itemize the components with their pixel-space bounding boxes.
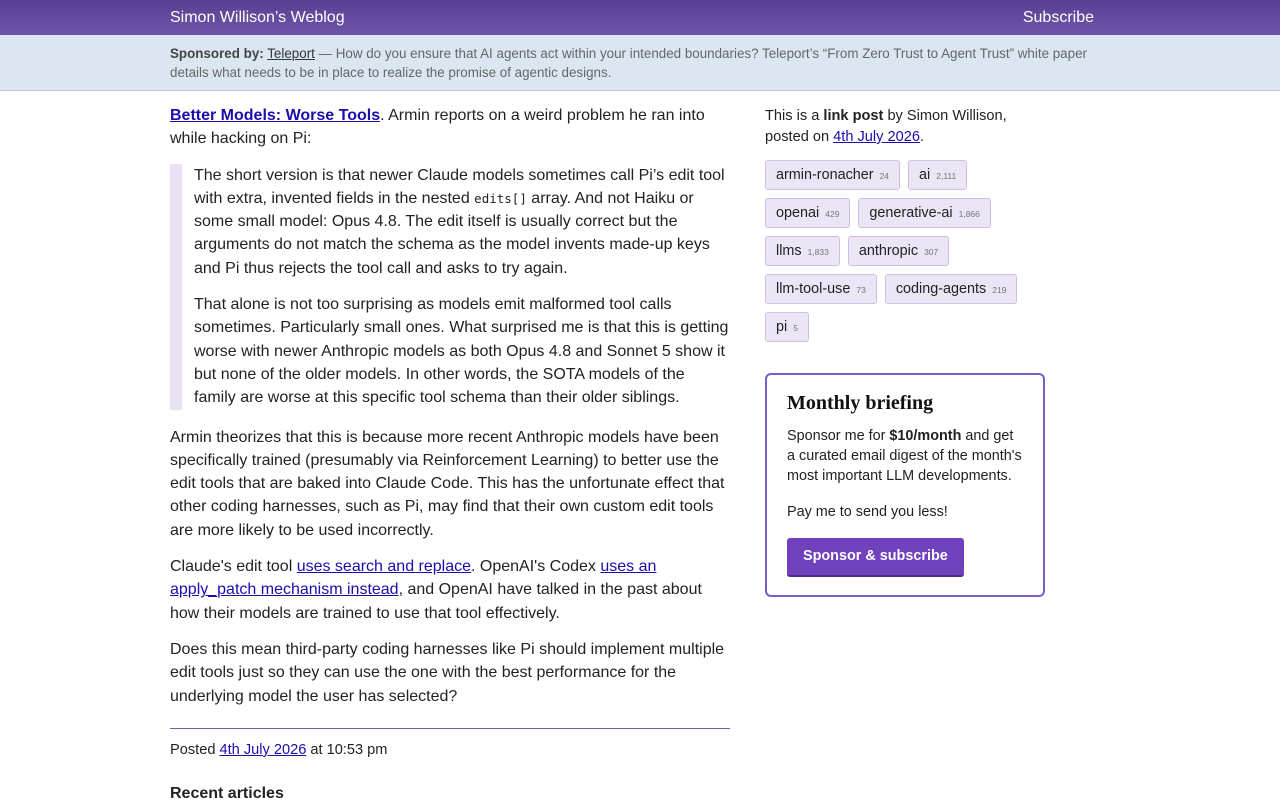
subscribe-link[interactable]: Subscribe [1022, 9, 1094, 26]
tag-label: generative-ai [869, 205, 953, 221]
meta-post-type: link post [823, 108, 884, 124]
body-text: . OpenAI's Codex [471, 558, 601, 576]
tag-count: 73 [856, 285, 866, 295]
briefing-price: $10/month [889, 428, 962, 444]
body-text: Claude's edit tool [170, 558, 297, 576]
tag-label: pi [776, 319, 788, 335]
tag-label: armin-ronacher [776, 167, 874, 183]
posted-line [170, 739, 730, 762]
tag-count: 1,866 [958, 209, 980, 219]
sponsor-description: — How do you ensure that AI agents act within your intended boundaries? Teleport’s “From Zero Trust to Agent Trust” white paper details what needs to be in place to realize the promise of agentic designs. [170, 46, 1087, 80]
tag-openai[interactable] [765, 198, 850, 228]
tag-label: coding-agents [895, 281, 987, 297]
tag-list [765, 160, 1035, 342]
quote-paragraph: That alone is not too surprising as models emit malformed tool calls sometimes. Particularly small ones. What surprised me is that this is getting worse with newer Anthropic models as both Opus 4.8 and Sonnet 5 show it but none of the older models. In other words, the SOTA models of the family are worse at this specific tool schema than their older siblings. [194, 296, 729, 407]
tag-count: 429 [825, 209, 840, 219]
site-header [0, 0, 1280, 35]
meta-text: . [920, 129, 925, 145]
tag-count: 1,833 [807, 247, 829, 257]
tag-count: 2,111 [936, 171, 957, 181]
tag-generative-ai[interactable] [858, 198, 990, 228]
post-content [170, 104, 730, 805]
post-quote [170, 164, 730, 410]
meta-text: by Simon Willison, posted on [765, 108, 1007, 145]
intro-text: . Armin reports on a weird problem he ran into while hacking on Pi: [170, 107, 705, 148]
sponsor-text [170, 44, 1110, 82]
meta-date-link[interactable]: 4th July 2026 [833, 129, 920, 145]
tag-label: openai [776, 205, 820, 221]
body-paragraph: Does this mean third-party coding harnesses like Pi should implement multiple edit tools just so they can use the one with the best performance for the underlying model the user has selected? [170, 640, 725, 705]
tag-count: 5 [793, 323, 798, 333]
tag-label: llms [776, 243, 802, 259]
recent-articles-heading: Recent articles [170, 785, 284, 803]
posted-date-link[interactable]: 4th July 2026 [219, 741, 307, 758]
sponsor-label: Sponsored by: [170, 46, 264, 61]
tag-coding-agents[interactable] [885, 274, 1018, 304]
quote-text: array. And not Haiku or some small model: Opus 4.8. The edit itself is usually correct but the arguments do not match the schema as the model invents made-up keys and Pi thus rejects the tool call and asks to try again. [194, 189, 710, 277]
tag-count: 24 [879, 171, 890, 181]
monthly-briefing-box [765, 373, 1045, 597]
posted-label: Posted [170, 741, 220, 758]
sidebar [765, 106, 1045, 597]
tag-count: 307 [924, 247, 939, 257]
site-title-link[interactable]: Simon Willison’s Weblog [170, 9, 345, 26]
body-paragraph: Armin theorizes that this is because more recent Anthropic models have been specifically trained (presumably via Reinforcement Learning) to better use the edit tools that are baked into Claude Code. This has the unfortunate effect that other coding harnesses, such as Pi, may find that their own custom edit tools are more likely to be used incorrectly. [170, 428, 725, 539]
post-intro [170, 104, 730, 151]
briefing-title: Monthly briefing [787, 392, 934, 414]
briefing-text-part: Sponsor me for [787, 428, 890, 444]
briefing-text [787, 426, 1023, 486]
tag-label: anthropic [858, 243, 919, 259]
tag-llms[interactable] [765, 236, 840, 266]
post-meta [765, 106, 1045, 148]
sponsor-banner [0, 35, 1280, 91]
search-replace-link[interactable]: uses search and replace [296, 558, 472, 576]
tag-anthropic[interactable] [848, 236, 949, 266]
inline-code: edits[] [474, 190, 527, 206]
apply-patch-link[interactable]: uses an apply_patch mechanism instead [170, 558, 657, 599]
quote-text: The short version is that newer Claude models sometimes call Pi’s edit tool with extra, invented fields in the nested [194, 166, 725, 207]
meta-text: This is a [765, 108, 824, 124]
body-text: , and OpenAI have talked in the past about how their models are trained to use that tool effectively. [170, 581, 702, 622]
tag-label: llm-tool-use [776, 281, 851, 297]
quote-paragraph [194, 164, 730, 280]
briefing-tagline: Pay me to send you less! [787, 504, 948, 520]
briefing-text-part: and get a curated email digest of the month's most important LLM developments. [787, 428, 1022, 484]
tag-label: ai [919, 167, 931, 183]
body-paragraph [170, 555, 730, 625]
tag-ai[interactable] [908, 160, 967, 190]
tag-armin-ronacher[interactable] [765, 160, 900, 190]
sponsor-subscribe-button[interactable]: Sponsor & subscribe [787, 538, 964, 577]
tag-count: 219 [992, 285, 1007, 295]
tag-llm-tool-use[interactable] [765, 274, 877, 304]
post-title-link[interactable]: Better Models: Worse Tools [170, 107, 381, 124]
tag-pi[interactable] [765, 312, 809, 342]
posted-time: at 10:53 pm [306, 741, 388, 758]
divider [170, 728, 730, 729]
sponsor-link[interactable]: Teleport [267, 46, 315, 61]
